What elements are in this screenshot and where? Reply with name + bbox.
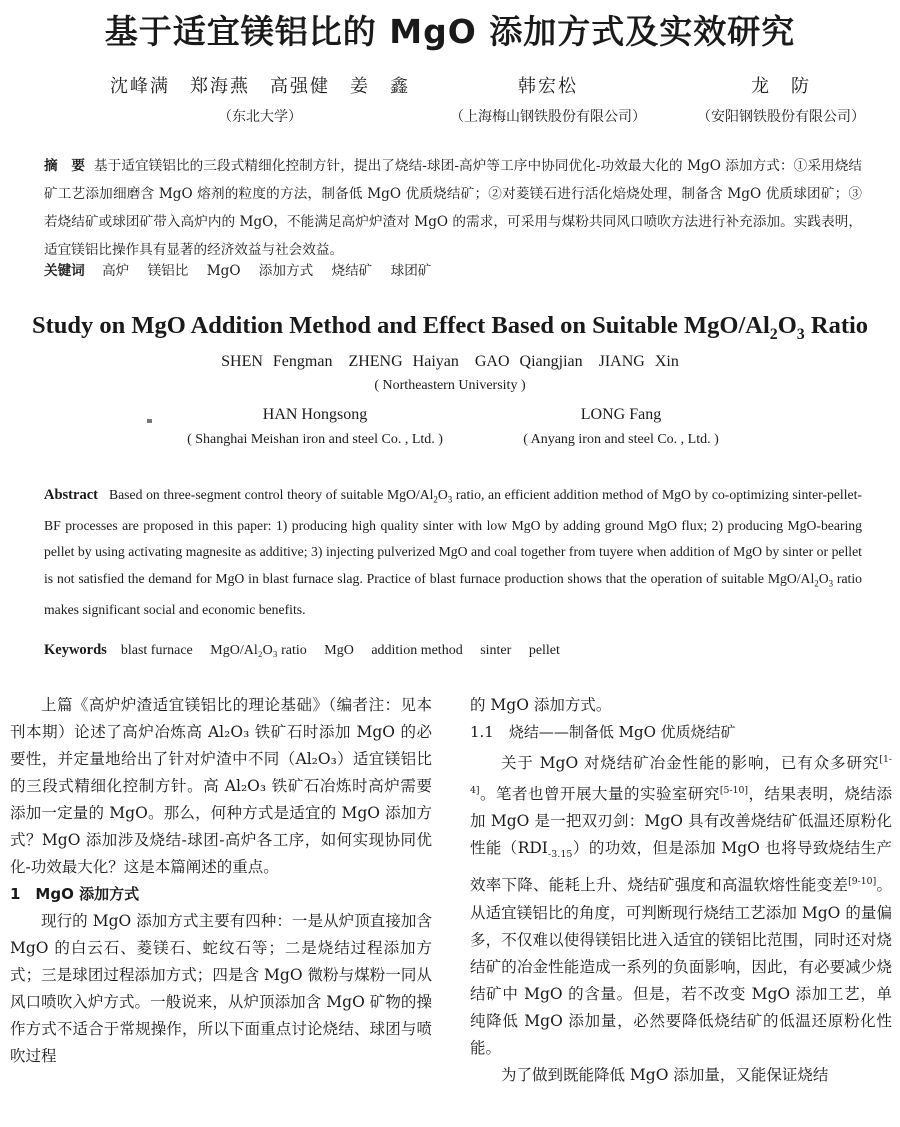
- paper-title-cn: 基于适宜镁铝比的 MgO 添加方式及实效研究: [104, 12, 796, 51]
- keyword: 烧结矿: [331, 263, 373, 279]
- abstract-en-text: O: [818, 570, 829, 586]
- keyword-en: MgO/Al₂O₃ ratio: [210, 643, 307, 658]
- text-run: 。从适宜镁铝比的角度，可判断现行烧结工艺添加 MgO 的量偏多，不仅难以使得镁铝比进入适宜的镁铝比范围，同时还对烧结矿的冶金性能造成一系列的负面影响，因此，有必要减少烧结矿中 MgO 的含量。但是，若不改变 MgO 添加工艺，单纯降低 MgO 添加量，必然要降低烧结矿的低温还原粉化性能。: [470, 876, 892, 1057]
- abstract-en-subscript: 3: [447, 494, 453, 505]
- author-group-meishan: [432, 72, 664, 126]
- keyword: 球团矿: [390, 263, 432, 279]
- abstract-en-text: ratio, an efficient addition method of MgO by co-optimizing sinter-pellet-BF processes are proposed in this paper: 1) producing high quality sinter with low MgO by adding ground MgO flux; 2) producing MgO-bearing pellet by using activating magnesite as additive; 3) injecting pulverized MgO and coal together from tuyere when addition of MgO by sinter or pellet is not satisfied the demand for MgO in blast furnace slag. Practice of blast furnace production shows that the operation of suitable MgO/Al: [44, 487, 862, 586]
- author-group-anyang: [678, 72, 884, 126]
- author-en-name: LONG Fang: [580, 406, 662, 423]
- author-en-long: [496, 406, 746, 448]
- author-names: 龙 防: [751, 76, 811, 97]
- title-en-subscript: 3: [796, 325, 805, 343]
- abstract-en-subscript: 2: [814, 578, 819, 589]
- body-column-right: [470, 692, 892, 1089]
- abstract-en-subscript: 3: [828, 578, 834, 589]
- body-paragraph: 为了做到既能降低 MgO 添加量，又能保证烧结: [501, 1065, 829, 1084]
- keywords-en: [44, 642, 862, 659]
- citation: [1-4]: [470, 754, 892, 797]
- keyword-en: pellet: [528, 643, 560, 658]
- keywords-cn: [44, 258, 862, 284]
- author-affiliation: （上海梅山钢铁股份有限公司）: [450, 109, 646, 125]
- keyword: 高炉: [102, 263, 130, 279]
- paper-title-en: [0, 312, 900, 344]
- abstract-en-subscript: 2: [433, 494, 438, 505]
- keywords-cn-label: 关键词: [44, 263, 85, 279]
- abstract-en: [44, 482, 862, 623]
- keyword: 添加方式: [258, 263, 314, 279]
- keyword-en: blast furnace: [120, 643, 193, 658]
- abstract-cn-label: 摘 要: [44, 158, 86, 174]
- keyword-en: MgO: [324, 643, 354, 658]
- keyword: 镁铝比: [147, 263, 189, 279]
- scan-speck: [147, 419, 152, 423]
- abstract-en-text: O: [437, 487, 448, 502]
- keyword: MgO: [206, 263, 241, 279]
- abstract-en-text: ratio makes significant social and economic benefits.: [44, 570, 862, 617]
- body-paragraph: 的 MgO 添加方式。: [470, 696, 612, 714]
- text-run: 关于 MgO 对烧结矿冶金性能的影响，已有众多研究: [501, 754, 880, 773]
- body-column-left: [10, 692, 432, 1070]
- title-en-part: Ratio: [804, 312, 869, 339]
- author-group-neu: [80, 72, 440, 126]
- citation: [5-10]: [719, 785, 749, 797]
- citation: [9-10]: [848, 876, 877, 888]
- rdi-subscript: -3.15: [547, 849, 573, 861]
- author-en-affiliation: ( Shanghai Meishan iron and steel Co. , Ltd. ): [187, 432, 443, 447]
- author-names: 沈峰满 郑海燕 高强健 姜 鑫: [110, 76, 410, 97]
- authors-cn: [0, 72, 900, 132]
- abstract-en-label: Abstract: [44, 487, 98, 503]
- text-run: ，结果表明，烧结添加 MgO 是一把双刃剑：MgO 具有改善烧结矿低温还原粉化性能（RDI: [470, 785, 892, 858]
- affiliation-en: ( Northeastern University ): [374, 378, 526, 393]
- keyword-en: addition method: [371, 643, 463, 658]
- title-en-subscript: 2: [769, 325, 778, 343]
- author-affiliation: （安阳钢铁股份有限公司）: [697, 109, 865, 125]
- authors-en: SHEN Fengman ZHENG Haiyan GAO Qiangjian JIANG Xin: [221, 353, 679, 370]
- section-heading: 1 MgO 添加方式: [10, 885, 140, 903]
- abstract-cn-text: 基于适宜镁铝比的三段式精细化控制方针，提出了烧结-球团-高炉等工序中协同优化-功效最大化的 MgO 添加方式：①采用烧结矿工艺添加细磨含 MgO 熔剂的粒度的方法，制备低 MgO 优质烧结矿；②对菱镁石进行活化焙烧处理，制备含 MgO 优质球团矿；③若烧结矿或球团矿带入高炉内的 MgO，不能满足高炉炉渣对 MgO 的需求，可采用与煤粉共同风口喷吹方法进行补充添加。实践表明，适宜镁铝比操作具有显著的经济效益与社会效益。: [44, 158, 862, 258]
- keyword-en: sinter: [480, 643, 512, 658]
- text-run: ）的功效，但是添加 MgO 也将导致烧结生产效率下降、能耗上升、烧结矿强度和高温软熔性能变差: [470, 839, 892, 895]
- author-en-name: HAN Hongsong: [262, 406, 368, 423]
- title-en-part: O: [777, 312, 797, 339]
- body-paragraph: 上篇《高炉炉渣适宜镁铝比的理论基础》（编者注：见本刊本期）论述了高炉冶炼高 Al₂O₃ 铁矿石时添加 MgO 的必要性，并定量地给出了针对炉渣中不同（Al₂O₃）适宜镁铝比的三段式精细化控制方针。高 Al₂O₃ 铁矿石冶炼时高炉需要添加一定量的 MgO。那么，何种方式是适宜的 MgO 添加方式？MgO 添加涉及烧结-球团-高炉各工序，如何实现协同优化-功效最大化？这是本篇阐述的重点。: [10, 696, 432, 876]
- text-run: 。笔者也曾开展大量的实验室研究: [479, 785, 720, 804]
- body-paragraph: [470, 746, 892, 1062]
- keywords-en-label: Keywords: [44, 642, 107, 658]
- subsection-heading: 1.1 烧结——制备低 MgO 优质烧结矿: [470, 723, 736, 741]
- author-en-affiliation: ( Anyang iron and steel Co. , Ltd. ): [523, 432, 719, 447]
- body-paragraph: 现行的 MgO 添加方式主要有四种：一是从炉顶直接加含 MgO 的白云石、菱镁石、蛇纹石等；二是烧结过程添加方式；三是球团过程添加方式；四是含 MgO 微粉与煤粉一同从风口喷吹入炉方式。一般说来，从炉顶添加含 MgO 矿物的操作方式不适合于常规操作，所以下面重点讨论烧结、球团与喷吹过程: [10, 912, 432, 1065]
- author-affiliation: （东北大学）: [218, 109, 302, 125]
- author-en-han: [160, 406, 470, 448]
- author-names: 韩宏松: [518, 76, 578, 97]
- abstract-en-text: Based on three-segment control theory of suitable MgO/Al: [108, 487, 434, 502]
- title-en-part: Study on MgO Addition Method and Effect Based on Suitable MgO/Al: [31, 312, 770, 339]
- abstract-cn: [44, 152, 862, 264]
